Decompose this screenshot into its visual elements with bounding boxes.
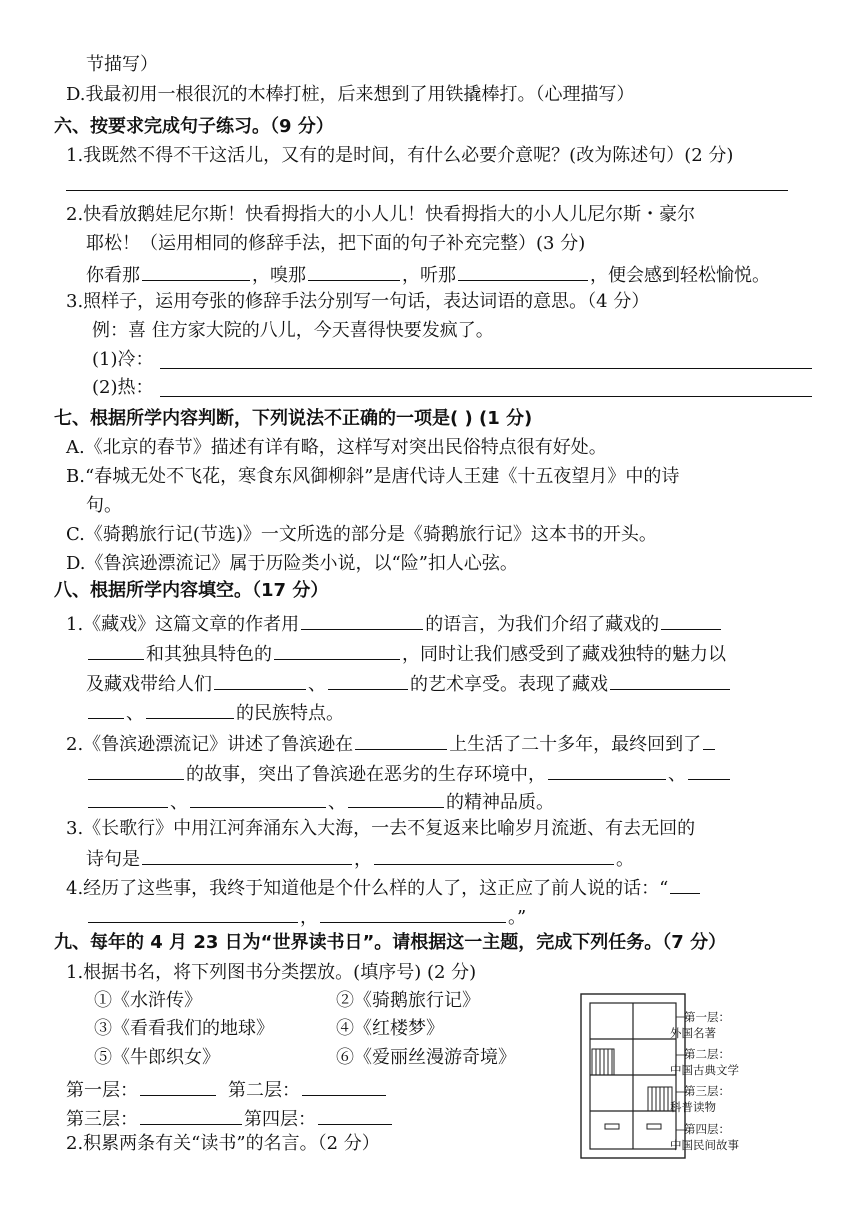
shelf-label-1a: 第一层： xyxy=(684,1010,730,1024)
s7-option-a: A.《北京的春节》描述有详有略，这样写对突出民俗特点很有好处。 xyxy=(66,437,607,458)
blank-3[interactable] xyxy=(274,641,400,660)
blank-quote-1[interactable] xyxy=(670,875,700,894)
s8-q1-line1: 1.《藏戏》这篇文章的作者用 的语言，为我们介绍了藏戏的 xyxy=(66,611,723,636)
s9-q1: 1.根据书名，将下列图书分类摆放。(填序号) (2 分) xyxy=(66,962,477,983)
blank-11[interactable] xyxy=(688,761,730,780)
blank-see[interactable] xyxy=(142,262,250,281)
s6-q3-cold: (1)冷： xyxy=(92,349,154,370)
s6-q2-fill: 你看那 ，嗅那 ，听那 ，便会感到轻松愉悦。 xyxy=(86,262,770,287)
blank-2[interactable] xyxy=(661,611,721,630)
blank-quote-2[interactable] xyxy=(320,904,506,923)
s8-q3-line2: 诗句是 ， 。 xyxy=(86,846,634,871)
bookshelf-drawing xyxy=(578,992,688,1162)
shelf-label-3a: 第三层： xyxy=(684,1084,730,1098)
layer-row-1: 第一层： 第二层： xyxy=(66,1077,388,1102)
blank-6b[interactable] xyxy=(88,700,124,719)
blank-smell[interactable] xyxy=(308,262,400,281)
blank-layer-2[interactable] xyxy=(302,1077,386,1096)
section-6-heading: 六、按要求完成句子练习。（9 分） xyxy=(54,116,334,137)
book-6: ⑥《爱丽丝漫游奇境》 xyxy=(336,1047,516,1068)
book-5: ⑤《牛郎织女》 xyxy=(94,1047,220,1068)
bookshelf-illustration xyxy=(578,992,739,1167)
shelf-label-4a: 第四层： xyxy=(684,1122,730,1136)
s6-q2-line2: 耶松！（运用相同的修辞手法，把下面的句子补充完整）(3 分) xyxy=(86,233,586,254)
s6-q3-example: 例：喜 住方家大院的八儿，今天喜得快要发疯了。 xyxy=(92,320,494,341)
blank-hear[interactable] xyxy=(458,262,588,281)
blank-quote-1b[interactable] xyxy=(88,904,298,923)
s8-q1-line2: 和其独具特色的 ，同时让我们感受到了藏戏独特的魅力以 xyxy=(86,641,726,666)
s8-q2-line1: 2.《鲁滨逊漂流记》讲述了鲁滨逊在 上生活了二十多年，最终回到了 xyxy=(66,731,717,756)
shelf-label-4b: 中国民间故事 xyxy=(670,1138,739,1152)
shelf-label-1b: 外国名著 xyxy=(670,1026,716,1040)
s6-q3: 3.照样子，运用夸张的修辞手法分别写一句话，表达词语的意思。（4 分） xyxy=(66,291,650,312)
blank-poem-2[interactable] xyxy=(374,846,614,865)
blank-1[interactable] xyxy=(301,611,423,630)
blank-7[interactable] xyxy=(146,700,234,719)
s7-option-c: C.《骑鹅旅行记(节选)》一文所选的部分是《骑鹅旅行记》这本书的开头。 xyxy=(66,524,657,545)
blank-4[interactable] xyxy=(214,671,306,690)
shelf-label-3b: 科普读物 xyxy=(670,1100,716,1114)
s7-option-d: D.《鲁滨逊漂流记》属于历险类小说，以“险”扣人心弦。 xyxy=(66,553,518,574)
s7-option-b-line2: 句。 xyxy=(86,495,122,516)
s6-q2-line1: 2.快看放鹅娃尼尔斯！快看拇指大的小人儿！快看拇指大的小人儿尼尔斯・豪尔 xyxy=(66,204,696,225)
option-d-prev: D.我最初用一根很沉的木棒打桩，后来想到了用铁撬棒打。（心理描写） xyxy=(66,84,635,105)
s6-q3-hot: (2)热： xyxy=(92,377,154,398)
s8-q4-line1: 4.经历了这些事，我终于知道他是个什么样的人了，这正应了前人说的话：“ xyxy=(66,875,702,900)
s9-q2: 2.积累两条有关“读书”的名言。（2 分） xyxy=(66,1133,380,1154)
section-8-heading: 八、根据所学内容填空。（17 分） xyxy=(54,580,329,601)
blank-11b[interactable] xyxy=(88,789,168,808)
section-7-heading: 七、根据所学内容判断，下列说法不正确的一项是( ) (1 分) xyxy=(54,408,533,429)
s8-q2-line3: 、 、 的精神品质。 xyxy=(86,789,554,814)
answer-line-s6-q1[interactable] xyxy=(66,190,788,191)
blank-9b[interactable] xyxy=(88,761,184,780)
shelf-label-2b: 中国古典文学 xyxy=(670,1063,739,1077)
s8-q2-line2: 的故事，突出了鲁滨逊在恶劣的生存环境中， 、 xyxy=(86,761,732,786)
s8-q1-line4: 、 的民族特点。 xyxy=(86,700,344,725)
layer-row-2: 第三层： 第四层： xyxy=(66,1106,394,1131)
blank-13[interactable] xyxy=(348,789,444,808)
answer-line-hot[interactable] xyxy=(160,396,812,397)
blank-poem-1[interactable] xyxy=(142,846,352,865)
book-1: ①《水浒传》 xyxy=(94,990,202,1011)
s6-q1: 1.我既然不得不干这活儿，又有的是时间，有什么必要介意呢？(改为陈述句）(2 分) xyxy=(66,145,734,166)
blank-layer-3[interactable] xyxy=(140,1106,242,1125)
section-9-heading: 九、每年的 4 月 23 日为“世界读书日”。请根据这一主题，完成下列任务。（7 分） xyxy=(54,932,727,953)
book-3: ③《看看我们的地球》 xyxy=(94,1018,274,1039)
blank-9[interactable] xyxy=(703,731,715,750)
blank-2b[interactable] xyxy=(88,641,144,660)
shelf-label-2a: 第二层： xyxy=(684,1047,730,1061)
blank-6[interactable] xyxy=(610,671,730,690)
continuation-line: 节描写） xyxy=(86,54,158,75)
blank-12[interactable] xyxy=(190,789,326,808)
blank-8[interactable] xyxy=(355,731,447,750)
s8-q1-line3: 及藏戏带给人们 、 的艺术享受。表现了藏戏 xyxy=(86,671,732,696)
s8-q3-line1: 3.《长歌行》中用江河奔涌东入大海，一去不复返来比喻岁月流逝、有去无回的 xyxy=(66,818,696,839)
book-4: ④《红楼梦》 xyxy=(336,1018,444,1039)
book-2: ②《骑鹅旅行记》 xyxy=(336,990,480,1011)
s8-q4-line2: ， 。” xyxy=(86,904,526,929)
blank-layer-1[interactable] xyxy=(140,1077,216,1096)
blank-5[interactable] xyxy=(328,671,408,690)
s7-option-b-line1: B.“春城无处不飞花，寒食东风御柳斜”是唐代诗人王建《十五夜望月》中的诗 xyxy=(66,466,680,487)
blank-10[interactable] xyxy=(548,761,666,780)
blank-layer-4[interactable] xyxy=(318,1106,392,1125)
answer-line-cold[interactable] xyxy=(160,368,812,369)
